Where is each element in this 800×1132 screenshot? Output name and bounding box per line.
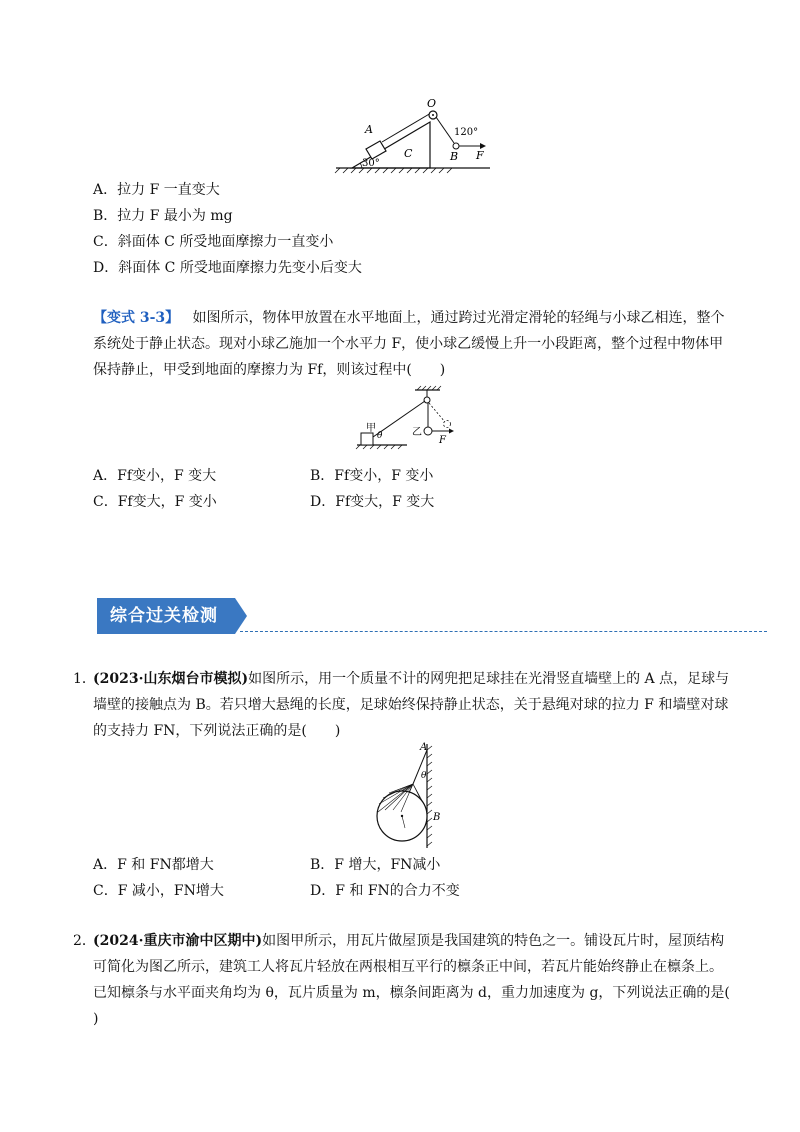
label-theta-var: θ (377, 431, 383, 441)
label-F: F (476, 149, 484, 162)
label-120: 120° (454, 127, 479, 138)
option-a: A．拉力 F 一直变大 (93, 182, 220, 198)
variant-option-d: D．Ff变大，F 变大 (310, 494, 435, 510)
label-B-ball: B (433, 812, 441, 823)
label-30: 30° (362, 158, 380, 169)
variant-option-b: B．Ff变小，F 变小 (310, 468, 434, 484)
label-jia: 甲 (366, 423, 376, 434)
q1-option-d: D．F 和 FN的合力不变 (310, 883, 460, 899)
option-d: D．斜面体 C 所受地面摩擦力先变小后变大 (93, 260, 362, 276)
q2-line-3: 已知檩条与水平面夹角均为 θ，瓦片质量为 m，檩条间距离为 d，重力加速度为 g，下列说法正确的是( (93, 985, 730, 1001)
q1-option-a: A．F 和 FN都增大 (93, 857, 214, 873)
incline-pulley-figure (330, 95, 500, 175)
q1-number: 1． (73, 671, 96, 687)
label-B: B (450, 150, 459, 163)
option-c: C．斜面体 C 所受地面摩擦力一直变小 (93, 234, 334, 250)
section-title: 综合过关检测 (110, 606, 218, 626)
label-O: O (427, 97, 437, 110)
q2-line-2: 可简化为图乙所示，建筑工人将瓦片轻放在两根相互平行的檩条正中间，若瓦片能始终静止在檩条上。 (93, 959, 723, 975)
q1-option-c: C．F 减小，FN增大 (93, 883, 224, 899)
variant-line-1: 【变式 3-3】 如图所示，物体甲放置在水平地面上，通过跨过光滑定滑轮的轻绳与小球乙相连，整个 (93, 310, 725, 326)
q1-source: (2023·山东烟台市模拟) (93, 671, 249, 687)
label-C: C (404, 147, 413, 160)
label-F-var: F (439, 435, 446, 446)
q2-source: (2024·重庆市渝中区期中) (93, 933, 263, 949)
q2-line-1: (2024·重庆市渝中区期中)如图甲所示，用瓦片做屋顶是我国建筑的特色之一。铺设瓦片时，屋顶结构 (93, 933, 725, 949)
ball-wall-figure (375, 740, 465, 850)
q2-number: 2． (73, 933, 96, 949)
variant-line-3: 保持静止，甲受到地面的摩擦力为 Ff，则该过程中( ) (93, 362, 446, 378)
option-b: B．拉力 F 最小为 mg (93, 208, 233, 224)
variant-line-2: 系统处于静止状态。现对小球乙施加一个水平力 F，使小球乙缓慢上升一小段距离，整个过程中物体甲 (93, 336, 724, 352)
label-A: A (365, 123, 373, 136)
q1-line-3: 的支持力 FN，下列说法正确的是( ) (93, 723, 341, 739)
q2-line-4: ) (93, 1011, 99, 1027)
variant-option-a: A．Ff变小，F 变大 (93, 468, 217, 484)
label-yi: 乙 (412, 427, 422, 438)
q1-line-1: (2023·山东烟台市模拟)如图所示，用一个质量不计的网兜把足球挂在光滑竖直墙壁上的 A 点，足球与 (93, 671, 730, 687)
label-A-ball: A (420, 742, 428, 753)
variant-option-c: C．Ff变大，F 变小 (93, 494, 217, 510)
variant-tag: 【变式 3-3】 (93, 310, 180, 326)
q1-option-b: B．F 增大，FN减小 (310, 857, 441, 873)
block-pulley-ball-figure (355, 385, 480, 450)
label-theta-ball: θ (421, 771, 427, 781)
q1-line-2: 墙壁的接触点为 B。若只增大悬绳的长度，足球始终保持静止状态，关于悬绳对球的拉力 F 和墙壁对球 (93, 697, 729, 713)
section-divider (240, 631, 767, 632)
